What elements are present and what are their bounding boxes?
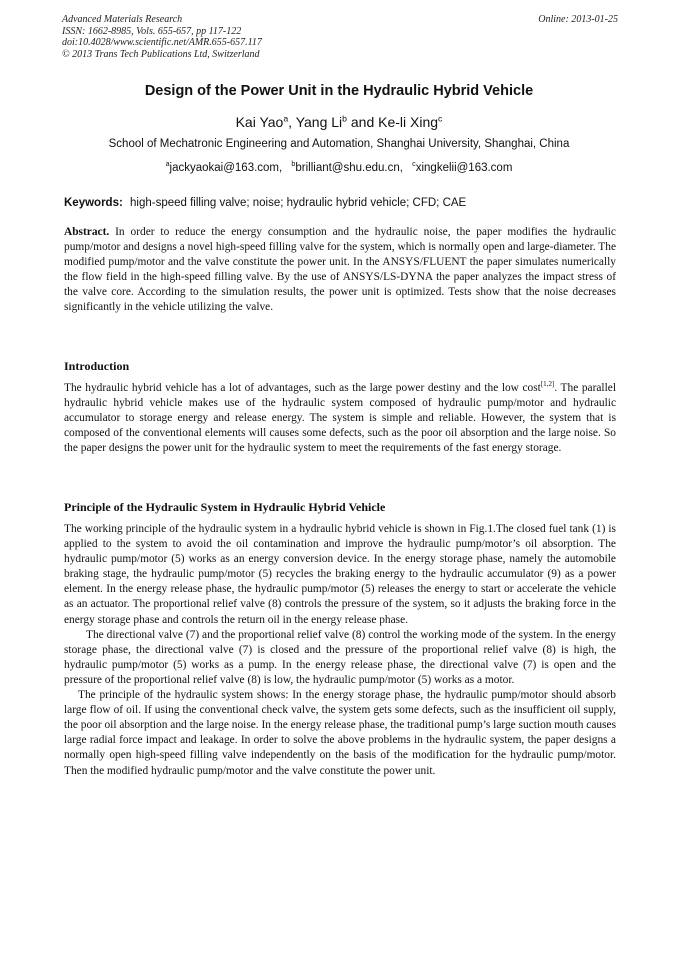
email-superscript: c xyxy=(412,160,416,169)
abstract-label: Abstract. xyxy=(64,226,110,238)
intro-text-start: The hydraulic hybrid vehicle has a lot of advantages, such as the large power destiny and the low cost xyxy=(64,382,541,394)
author-name: Kai Yao xyxy=(235,114,284,130)
principle-paragraph-1: The working principle of the hydraulic system in a hydraulic hybrid vehicle is shown in Fig.1.The closed fuel tank (1) is applied to the system to avoid the oil contamination and improve the hydraulic pump/motor’s oil absorption. The hydraulic pump/motor (5) works as an energy conversion device. In the energy storage phase, namely the automobile braking stage, the hydraulic pump/motor (5) recycles the braking energy to the hydraulic accumulator (9) as a power element. In the energy release phase, the hydraulic pump/motor (5) releases the energy to start or accelerate the vehicle as an actuator. The proportional relief valve (8) controls the pressure of the system, so it adjusts the braking force in the energy storage phase and controls the return oil in the energy release phase. xyxy=(64,523,616,626)
principle-paragraph-2: The directional valve (7) and the proportional relief valve (8) control the working mode of the system. In the energy storage phase, the directional valve (7) is closed and the pressure of the proportional relief valve (8) is high, the hydraulic pump/motor (5) works as a pump. In the energy release phase, the directional valve (7) is open and the pressure of the proportional relief valve (8) is low, the hydraulic pump/motor (5) works as a motor. xyxy=(64,628,616,686)
section-heading-principle: Principle of the Hydraulic System in Hydraulic Hybrid Vehicle xyxy=(64,500,386,514)
journal-header xyxy=(62,14,618,60)
author-separator: and xyxy=(346,114,379,130)
abstract xyxy=(64,225,616,316)
principle-paragraph-3: The principle of the hydraulic system shows: In the energy storage phase, the hydraulic pump/motor should absorb large flow of oil. If using the conventional check valve, the system gets some defects, such as the insufficient oil supply, the poor oil absorption and the large noise. In the energy release phase, the traditional pump’s large suction mouth causes large radial force impact and leakage. In order to solve the above problems in the hydraulic system, the paper designs a normally open high-speed filling valve independently on the basis of the modification for the hydraulic pump/motor. Then the modified hydraulic pump/motor and the valve constitute the power unit. xyxy=(64,689,616,777)
journal-name: Advanced Materials Research xyxy=(62,14,183,25)
author-name: Ke-li Xing xyxy=(378,114,439,130)
email-list xyxy=(0,162,678,174)
author-superscript: c xyxy=(438,113,443,124)
section-heading-introduction: Introduction xyxy=(64,359,130,373)
abstract-text: In order to reduce the energy consumption and the hydraulic noise, the paper modifies the hydraulic pump/motor and designs a novel high-speed filling valve for the system, which is normally open and large-diameter. The modified pump/motor and the valve constitute the power unit. In the ANSYS/FLUENT the paper simulates numerically the flow field in the high-speed filling valve. By the use of ANSYS/LS-DYNA the paper analyzes the impact stress of the valve core. According to the simulation results, the power unit is optimized. Tests show that the noise decreases significantly in the vehicle utilizing the valve. xyxy=(64,226,616,314)
author-name: Yang Li xyxy=(295,114,343,130)
email-superscript: b xyxy=(291,160,296,169)
affiliation: School of Mechatronic Engineering and Automation, Shanghai University, Shanghai, China xyxy=(108,138,570,150)
author-list xyxy=(0,114,678,130)
intro-text-rest: . The parallel hydraulic hybrid vehicle makes use of the hydraulic system composed of hydraulic pump/motor and hydraulic accumulator to storage energy and release energy. The system is simple and reliable. However, the system that is composed of the conventional elements will causes some defects, such as the poor oil absorption and the large noise. So the paper designs the power unit for the hydraulic system to meet the requirements of the fast energy storage. xyxy=(64,382,616,455)
email-address: jackyaokai@163.com, xyxy=(169,162,283,174)
issn-line: ISSN: 1662-8985, Vols. 655-657, pp 117-122 xyxy=(62,25,242,37)
copyright-line: © 2013 Trans Tech Publications Ltd, Switzerland xyxy=(62,48,260,60)
doi-line: doi:10.4028/www.scientific.net/AMR.655-657.117 xyxy=(62,37,262,48)
principle-section xyxy=(64,522,616,779)
author-superscript: b xyxy=(342,113,347,124)
keywords-text: high-speed filling valve; noise; hydraulic hybrid vehicle; CFD; CAE xyxy=(130,197,467,209)
email-superscript: a xyxy=(165,160,170,169)
keywords xyxy=(64,197,616,209)
email-entry xyxy=(291,162,403,174)
email-entry xyxy=(166,162,283,174)
citation-reference: [1,2] xyxy=(540,380,555,389)
paper-title: Design of the Power Unit in the Hydraulic Hybrid Vehicle xyxy=(144,83,534,99)
author-separator: , xyxy=(288,114,296,130)
author-superscript: a xyxy=(283,113,289,124)
introduction-paragraph xyxy=(64,381,616,456)
online-date: Online: 2013-01-25 xyxy=(538,14,618,25)
email-address: xingkelii@163.com xyxy=(415,162,513,174)
email-address: brilliant@shu.edu.cn, xyxy=(295,162,403,174)
email-entry xyxy=(412,162,512,174)
keywords-label: Keywords: xyxy=(64,197,123,209)
